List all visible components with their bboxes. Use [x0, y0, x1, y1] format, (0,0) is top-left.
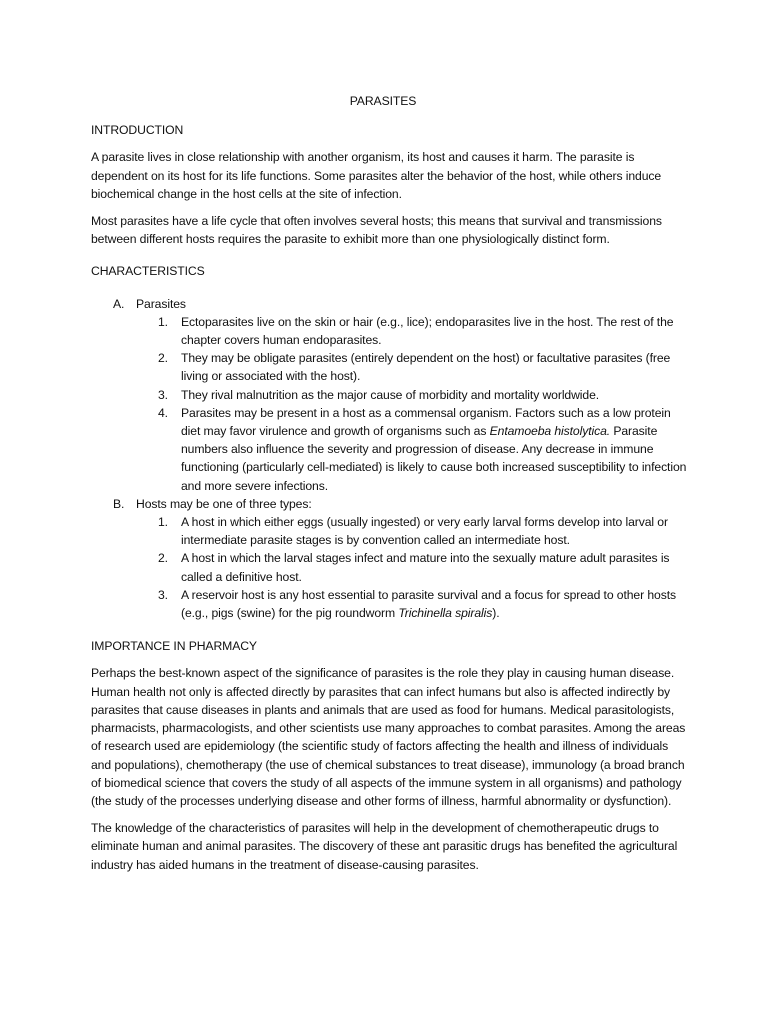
list-item [136, 349, 691, 385]
list-item-parasites [91, 295, 691, 313]
list-marker: 1. [158, 314, 168, 329]
list-item-text: A reservoir host is any host essential to parasite survival and a focus for spread to other hosts (e.g., pigs (swine) for the pig roundworm [181, 587, 676, 621]
document-title: PARASITES [349, 94, 417, 108]
list-marker: 2. [158, 351, 168, 366]
pharmacy-paragraph-1: Perhaps the best-known aspect of the significance of parasites is the role they play in causing human disease. Human health not only is affected directly by parasites that can infect humans but also is affected indirectly by parasites that cause diseases in plants and animals that are used as food for humans. Medical parasitologists, pharmacists, pharmacologists, and other scientists use many approaches to combat parasites. Among the areas of research used are epidemiology (the scientific study of factors affecting the health and illness of individuals and populations), chemotherapy (the use of chemical substances to treat disease), immunology (a broad branch of biomedical science that covers the study of all aspects of the immune system in all organisms) and pathology (the study of the processes underlying disease and other forms of illness, harmful abnormality or dysfunction). [91, 666, 686, 808]
pharmacy-paragraph-2: The knowledge of the characteristics of parasites will help in the development of chemotherapeutic drugs to eliminate human and animal parasites. The discovery of these ant parasitic drugs has benefited the agricultural industry has aided humans in the treatment of disease-causing parasites. [91, 821, 678, 872]
hosts-sublist [91, 513, 691, 622]
pharmacy-heading: IMPORTANCE IN PHARMACY [91, 639, 257, 654]
characteristics-heading: CHARACTERISTICS [91, 264, 205, 279]
list-item [136, 404, 691, 495]
list-item [136, 386, 691, 404]
list-marker: 3. [158, 587, 168, 602]
intro-paragraph-2: Most parasites have a life cycle that often involves several hosts; this means that survival and transmissions between different hosts requires the parasite to exhibit more than one physiologically distinct form. [91, 214, 662, 247]
list-item-text: ). [492, 606, 500, 621]
list-marker: 3. [158, 387, 168, 402]
list-item [136, 549, 691, 585]
list-item-text: They may be obligate parasites (entirely dependent on the host) or facultative parasites (free living or associated with the host). [181, 351, 671, 384]
introduction-heading: INTRODUCTION [91, 123, 184, 138]
list-item-italic: Trichinella spiralis [398, 606, 493, 621]
list-item-hosts [91, 495, 691, 513]
characteristics-list-b [91, 495, 691, 513]
list-item-text: Parasite numbers also influence the severity and progression of disease. Any decrease in immune functioning (particularly cell-mediated) is likely to cause both increased susceptibility to infection and more severe infections. [181, 424, 687, 493]
list-item-label: Parasites [136, 296, 186, 311]
list-item [136, 313, 691, 349]
list-marker: 1. [158, 515, 168, 530]
list-marker: 2. [158, 551, 168, 566]
list-item-text: Ectoparasites live on the skin or hair (e.g., lice); endoparasites live in the host. The rest of the chapter covers human endoparasites. [181, 314, 674, 348]
parasites-sublist [91, 313, 691, 495]
document-page [91, 92, 691, 883]
list-item-label: Hosts may be one of three types: [136, 496, 312, 511]
list-marker: 4. [158, 405, 168, 420]
list-item-text: A host in which the larval stages infect and mature into the sexually mature adult parasites is called a definitive host. [181, 551, 670, 584]
list-item-text: They rival malnutrition as the major cause of morbidity and mortality worldwide. [181, 387, 600, 402]
list-marker: B. [113, 496, 125, 511]
characteristics-list [91, 295, 691, 313]
list-item [136, 513, 691, 549]
list-item [136, 586, 691, 622]
list-item-text: A host in which either eggs (usually ingested) or very early larval forms develop into larval or intermediate parasite stages is by convention called an intermediate host. [181, 515, 668, 548]
intro-paragraph-1: A parasite lives in close relationship with another organism, its host and causes it harm. The parasite is dependent on its host for its life functions. Some parasites alter the behavior of the host, while others induce biochemical change in the host cells at the site of infection. [91, 150, 662, 201]
list-item-text: Parasites may be present in a host as a commensal organism. Factors such as a low protein diet may favor virulence and growth of organisms such as [181, 405, 671, 439]
list-item-italic: Entamoeba histolytica. [489, 424, 611, 439]
list-marker: A. [113, 296, 125, 311]
